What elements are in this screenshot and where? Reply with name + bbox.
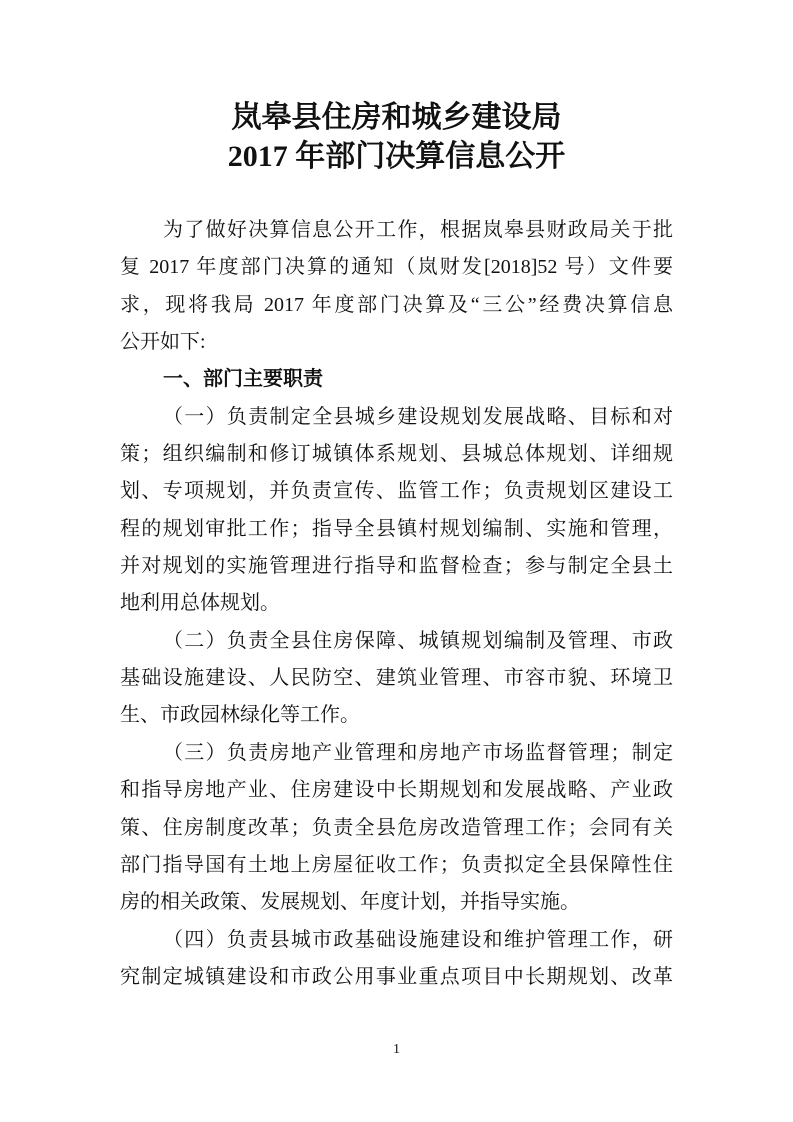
paragraph-duty-1-line: 划、专项规划，并负责宣传、监管工作；负责规划区建设工 <box>120 480 673 503</box>
document-title-line-1: 岚皋县住房和城乡建设局 <box>231 101 562 134</box>
paragraph-duty-3-line: （三）负责房地产业管理和房地产市场监督管理；制定 <box>163 741 673 764</box>
paragraph-duty-3-line: 策、住房制度改革；负责全县危房改造管理工作；会同有关 <box>120 816 673 839</box>
paragraph-intro-line: 复 2017 年度部门决算的通知（岚财发[2018]52 号）文件要 <box>120 256 673 279</box>
document-title-line-2: 2017 年部门决算信息公开 <box>227 140 566 173</box>
paragraph-duty-3-line: 和指导房地产业、住房建设中长期规划和发展战略、产业政 <box>120 779 673 802</box>
document-body <box>120 212 673 996</box>
paragraph-duty-1-line: 并对规划的实施管理进行指导和监督检查；参与制定全县土 <box>120 555 673 578</box>
paragraph-intro-line: 求，现将我局 2017 年度部门决算及“三公”经费决算信息 <box>120 293 673 316</box>
paragraph-duty-2-line: 生、市政园林绿化等工作。 <box>120 704 360 727</box>
section-heading: 一、部门主要职责 <box>163 368 323 391</box>
paragraph-duty-1-line: 程的规划审批工作；指导全县镇村规划编制、实施和管理， <box>120 517 673 540</box>
paragraph-duty-2-line: （二）负责全县住房保障、城镇规划编制及管理、市政 <box>163 629 673 652</box>
paragraph-duty-1-line: （一）负责制定全县城乡建设规划发展战略、目标和对 <box>163 405 673 428</box>
paragraph-duty-1-line: 地利用总体规划。 <box>120 592 280 615</box>
paragraph-duty-1-line: 策；组织编制和修订城镇体系规划、县城总体规划、详细规 <box>120 443 673 466</box>
paragraph-duty-3-line: 房的相关政策、发展规划、年度计划，并指导实施。 <box>120 891 580 914</box>
paragraph-intro-line: 为了做好决算信息公开工作，根据岚皋县财政局关于批 <box>163 219 673 241</box>
paragraph-duty-3-line: 部门指导国有土地上房屋征收工作；负责拟定全县保障性住 <box>120 853 673 876</box>
paragraph-duty-4-line: （四）负责县城市政基础设施建设和维护管理工作，研 <box>163 928 673 951</box>
paragraph-intro-line: 公开如下: <box>120 331 206 354</box>
page-number: 1 <box>393 1042 400 1057</box>
paragraph-duty-2-line: 基础设施建设、人民防空、建筑业管理、市容市貌、环境卫 <box>120 667 673 690</box>
paragraph-duty-4-line: 究制定城镇建设和市政公用事业重点项目中长期规划、改革 <box>120 965 673 988</box>
